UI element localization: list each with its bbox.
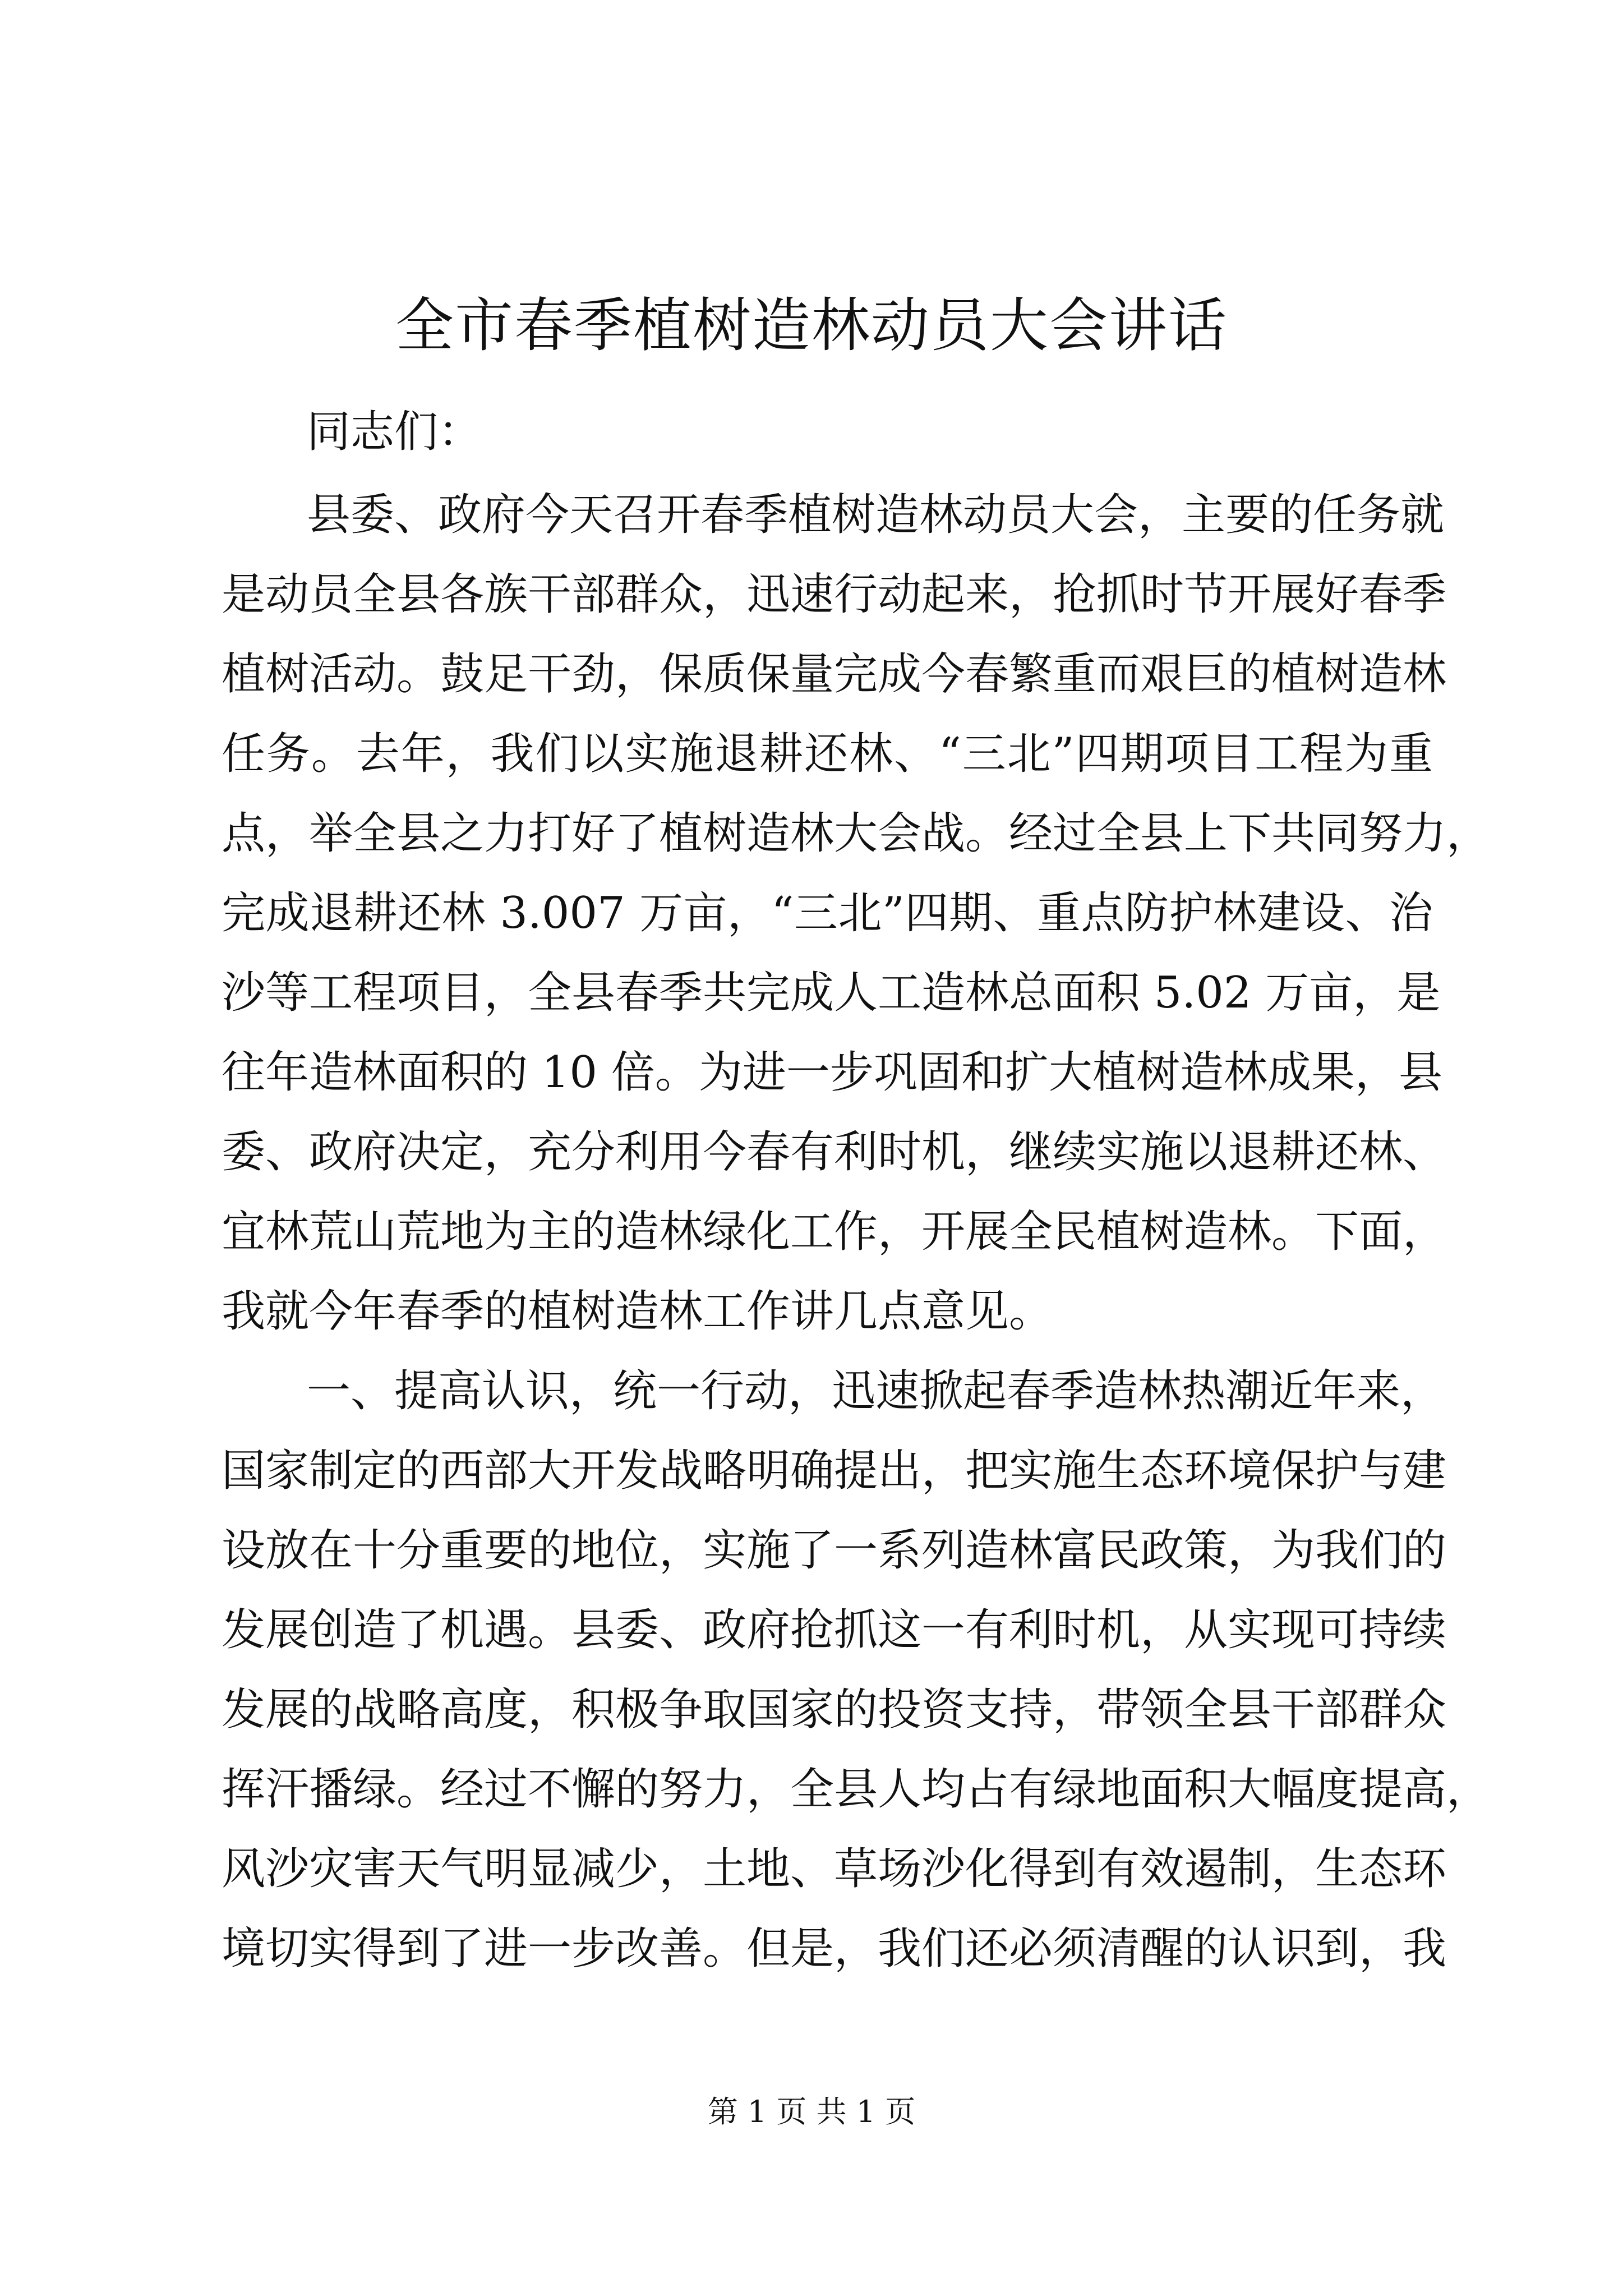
paragraph-1-line: 往年造林面积的 10 倍。为进一步巩固和扩大植树造林成果，县 [222, 1047, 1442, 1098]
paragraph-2-line: 发展的战略高度，积极争取国家的投资支持，带领全县干部群众 [222, 1685, 1447, 1735]
paragraph-2-line: 一、提高认识，统一行动，迅速掀起春季造林热潮近年来， [307, 1366, 1445, 1416]
paragraph-2-line: 发展创造了机遇。县委、政府抢抓这一有利时机，从实现可持续 [222, 1605, 1447, 1655]
paragraph-1-line: 是动员全县各族干部群众，迅速行动起来，抢抓时节开展好春季 [222, 569, 1447, 620]
paragraph-1-line: 任务。去年，我们以实施退耕还林、“三北”四期项目工程为重 [222, 729, 1433, 779]
paragraph-1-line: 沙等工程项目，全县春季共完成人工造林总面积 5.02 万亩，是 [222, 968, 1441, 1018]
document-title: 全市春季植树造林动员大会讲话 [395, 291, 1228, 360]
paragraph-1-line: 宜林荒山荒地为主的造林绿化工作，开展全民植树造林。下面， [222, 1207, 1447, 1257]
paragraph-1-line: 我就今年春季的植树造林工作讲几点意见。 [222, 1286, 1053, 1337]
paragraph-2-line: 国家制定的西部大开发战略明确提出，把实施生态环境保护与建 [222, 1446, 1447, 1496]
paragraph-1-line: 植树活动。鼓足干劲，保质保量完成今春繁重而艰巨的植树造林 [222, 649, 1447, 700]
paragraph-1-line: 县委、政府今天召开春季植树造林动员大会，主要的任务就 [307, 490, 1445, 540]
paragraph-2-line: 境切实得到了进一步改善。但是，我们还必须清醒的认识到，我 [222, 1924, 1447, 1974]
paragraph-2-line: 设放在十分重要的地位，实施了一系列造林富民政策，为我们的 [222, 1525, 1447, 1576]
paragraph-1-line: 完成退耕还林 3.007 万亩，“三北”四期、重点防护林建设、治 [222, 888, 1433, 938]
paragraph-2-line: 风沙灾害天气明显减少，土地、草场沙化得到有效遏制，生态环 [222, 1844, 1447, 1894]
paragraph-1-line: 委、政府决定，充分利用今春有利时机，继续实施以退耕还林、 [222, 1127, 1447, 1177]
paragraph-2-line: 挥汗播绿。经过不懈的努力，全县人均占有绿地面积大幅度提高， [222, 1764, 1491, 1815]
greeting: 同志们： [307, 407, 482, 457]
paragraph-1-line: 点，举全县之力打好了植树造林大会战。经过全县上下共同努力， [222, 808, 1491, 859]
page-number-footer: 第 1 页 共 1 页 [707, 2094, 916, 2129]
